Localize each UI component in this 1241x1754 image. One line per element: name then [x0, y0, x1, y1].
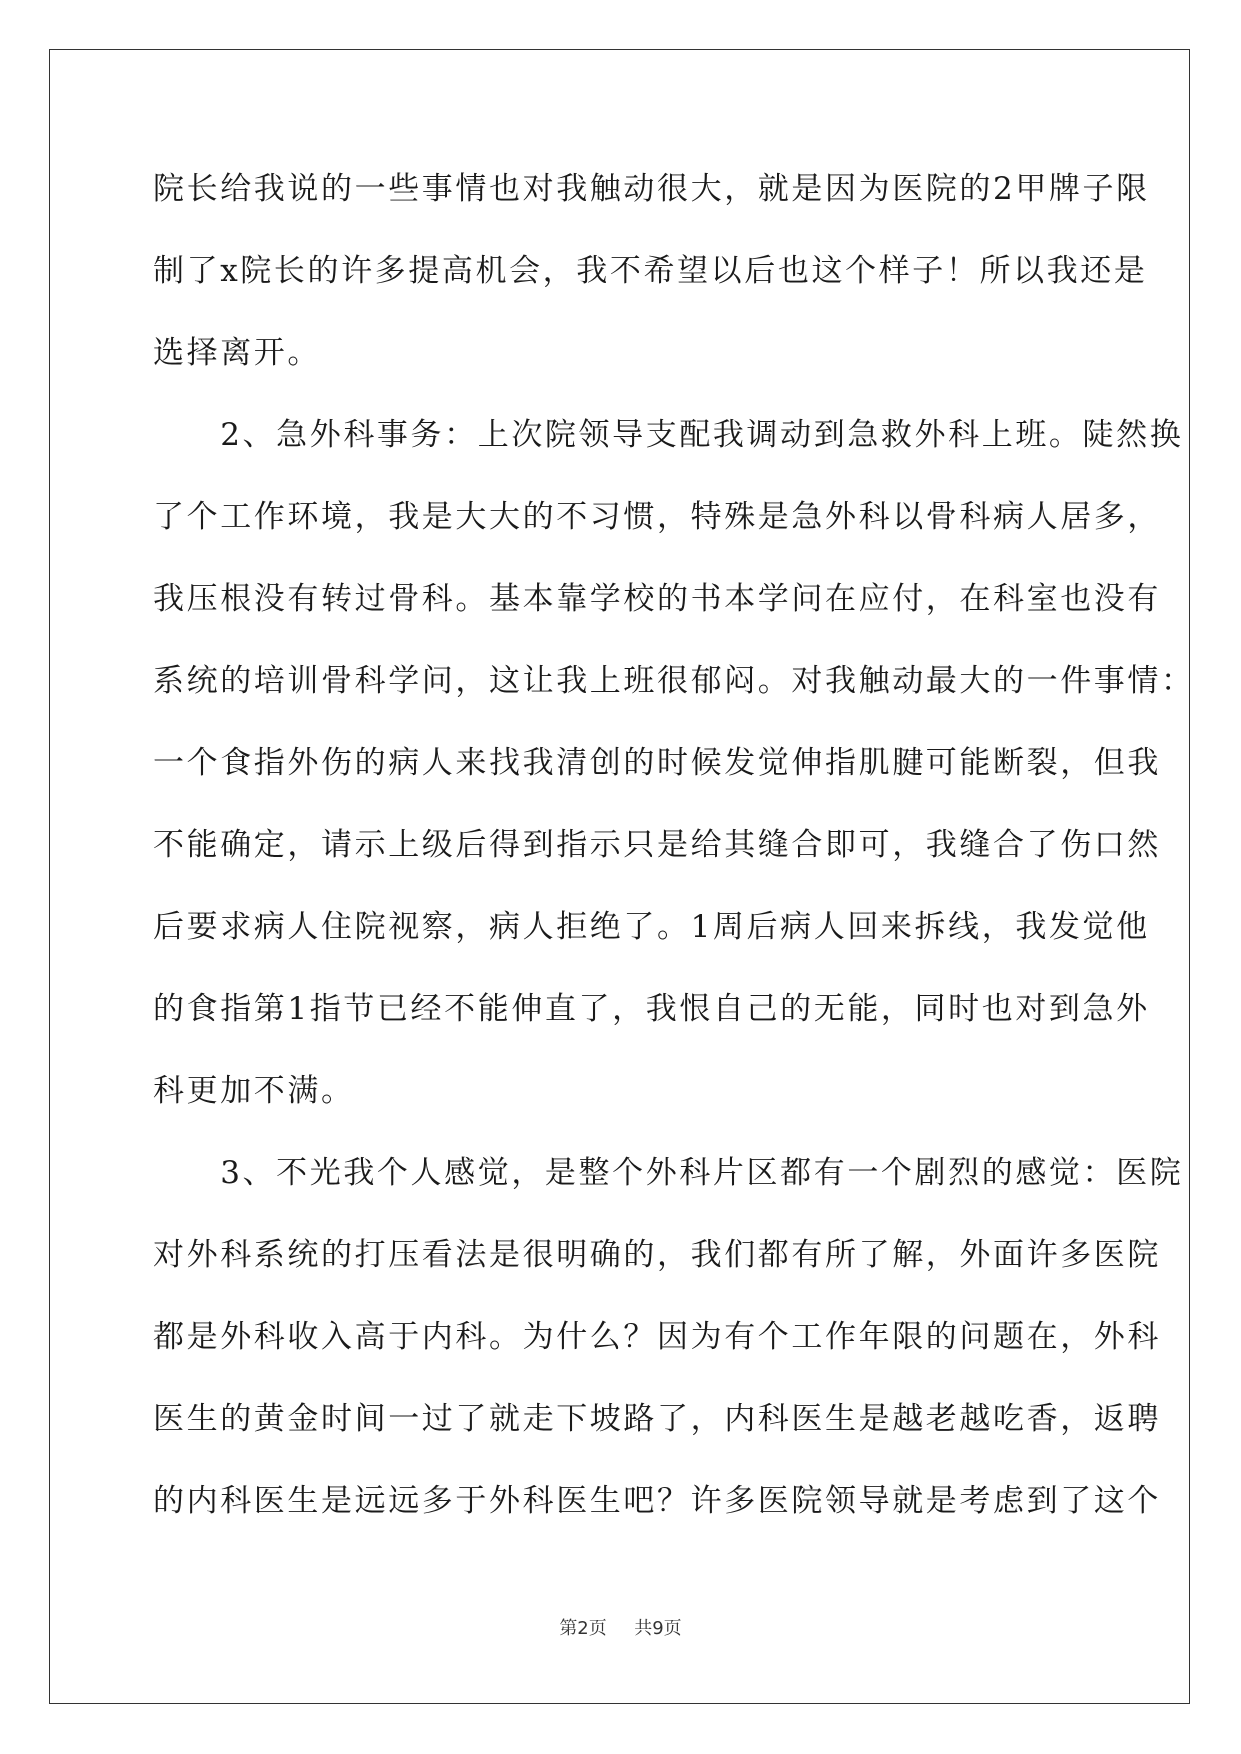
text-line: 一个食指外伤的病人来找我清创的时候发觉伸指肌腱可能断裂，但我 — [153, 745, 1161, 781]
text-line: 科更加不满。 — [153, 1073, 355, 1109]
text-line: 的内科医生是远远多于外科医生吧？许多医院领导就是考虑到了这个 — [153, 1483, 1161, 1519]
text-line: 不能确定，请示上级后得到指示只是给其缝合即可，我缝合了伤口然 — [153, 827, 1161, 863]
text-line: 医生的黄金时间一过了就走下坡路了，内科医生是越老越吃香，返聘 — [153, 1401, 1161, 1437]
text-line: 制了x院长的许多提高机会，我不希望以后也这个样子！所以我还是 — [153, 253, 1148, 289]
text-line: 院长给我说的一些事情也对我触动很大，就是因为医院的2甲牌子限 — [153, 171, 1150, 207]
document-body — [153, 163, 1195, 1557]
text-line: 了个工作环境，我是大大的不习惯，特殊是急外科以骨科病人居多， — [153, 499, 1161, 535]
page-number: 第2页 — [559, 1618, 607, 1639]
text-line: 选择离开。 — [153, 335, 321, 371]
text-line: 3、不光我个人感觉，是整个外科片区都有一个剧烈的感觉：医院 — [153, 1155, 1184, 1191]
text-line: 的食指第1指节已经不能伸直了，我恨自己的无能，同时也对到急外 — [153, 991, 1150, 1027]
text-line: 我压根没有转过骨科。基本靠学校的书本学问在应付，在科室也没有 — [153, 581, 1161, 617]
text-line: 对外科系统的打压看法是很明确的，我们都有所了解，外面许多医院 — [153, 1237, 1161, 1273]
text-line: 都是外科收入高于内科。为什么？因为有个工作年限的问题在，外科 — [153, 1319, 1161, 1355]
text-line: 2、急外科事务：上次院领导支配我调动到急救外科上班。陡然换 — [153, 417, 1184, 453]
page-total: 共9页 — [634, 1618, 682, 1639]
page-footer — [0, 1614, 1241, 1640]
text-line: 系统的培训骨科学问，这让我上班很郁闷。对我触动最大的一件事情： — [153, 663, 1195, 699]
text-line: 后要求病人住院视察，病人拒绝了。1周后病人回来拆线，我发觉他 — [153, 909, 1150, 945]
